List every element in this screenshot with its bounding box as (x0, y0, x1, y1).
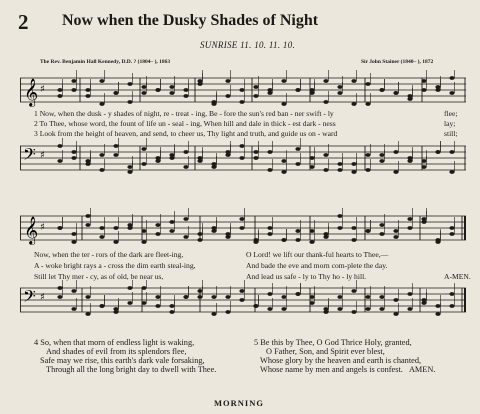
note-head (99, 304, 104, 308)
note-head (211, 226, 216, 230)
note-head (323, 168, 328, 172)
note-head (421, 165, 426, 169)
note-head (57, 144, 62, 148)
note-head (127, 82, 132, 86)
note-head (211, 312, 216, 316)
note-head (141, 85, 146, 89)
hymn-title: Now when the Dusky Shades of Night (62, 12, 319, 29)
note-head (365, 153, 370, 157)
note-head (323, 235, 328, 239)
note-head (393, 229, 398, 233)
note-head (253, 94, 258, 98)
note-head (351, 310, 356, 314)
note-head (281, 307, 286, 311)
note-head (169, 220, 174, 224)
note-head (449, 150, 454, 154)
svg-text:♯: ♯ (40, 292, 45, 303)
note-head (57, 159, 62, 163)
note-head (379, 153, 384, 157)
note-head (253, 304, 258, 308)
note-head (225, 295, 230, 299)
note-head (309, 295, 314, 299)
s2-lyric-line-3: Still let Thy mer - cy, as of old, be near us, And lead us safe - ly to Thy ho - ly hill. A-MEN. (34, 272, 471, 281)
note-head (379, 232, 384, 236)
note-head (183, 94, 188, 98)
note-head (141, 229, 146, 233)
note-head (155, 232, 160, 236)
note-head (407, 226, 412, 230)
note-head (379, 159, 384, 163)
note-head (85, 312, 90, 316)
note-head (57, 226, 62, 230)
note-head (309, 229, 314, 233)
note-head (435, 312, 440, 316)
note-head (57, 94, 62, 98)
note-head (57, 286, 62, 290)
note-head (127, 170, 132, 174)
treble-clef-icon: 𝄞 (24, 78, 39, 106)
note-head (141, 162, 146, 166)
note-head (85, 94, 90, 98)
note-head (435, 240, 440, 244)
note-head (435, 150, 440, 154)
note-head (435, 304, 440, 308)
tune-meter: 11. 10. 11. 10. (240, 40, 296, 50)
note-head (449, 170, 454, 174)
note-head (197, 159, 202, 163)
note-head (225, 235, 230, 239)
note-head (421, 79, 426, 83)
note-head (71, 232, 76, 236)
bass-staff-1 (20, 138, 466, 178)
note-head (281, 79, 286, 83)
note-head (183, 295, 188, 299)
s1-lyric-line-2: 2 To Thee, whose word, the fount of life un - seal - ing, When hill and dale in thick - est dark - ness lay; (34, 119, 456, 128)
s1-lyric-line-3: 3 Look from the height of heaven, and send, to cheer us, Thy light and truth, and guide us on - ward still; (34, 129, 458, 138)
note-head (113, 144, 118, 148)
note-head (127, 165, 132, 169)
note-head (113, 310, 118, 314)
note-head (351, 162, 356, 166)
note-head (295, 292, 300, 296)
note-head (309, 301, 314, 305)
note-head (141, 286, 146, 290)
note-head (169, 229, 174, 233)
note-head (267, 88, 272, 92)
note-head (211, 295, 216, 299)
note-head (337, 307, 342, 311)
note-head (155, 88, 160, 92)
note-head (449, 304, 454, 308)
svg-text:♯: ♯ (40, 222, 45, 233)
note-head (281, 170, 286, 174)
note-head (239, 88, 244, 92)
note-head (183, 165, 188, 169)
note-head (295, 162, 300, 166)
note-head (225, 150, 230, 154)
note-head (337, 85, 342, 89)
note-head (71, 289, 76, 293)
note-head (323, 79, 328, 83)
note-head (127, 286, 132, 290)
note-head (267, 307, 272, 311)
note-head (379, 88, 384, 92)
note-head (113, 240, 118, 244)
note-head (127, 223, 132, 227)
note-head (155, 156, 160, 160)
note-head (323, 153, 328, 157)
note-head (183, 235, 188, 239)
note-head (169, 310, 174, 314)
note-head (211, 102, 216, 106)
note-head (365, 307, 370, 311)
note-head (379, 307, 384, 311)
note-head (421, 159, 426, 163)
note-head (281, 102, 286, 106)
note-head (85, 88, 90, 92)
s2-lyric-line-2: A - woke bright rays a - cross the dim earth steal-ing, And bade the eve and morn com-plete the day. (34, 261, 388, 270)
note-head (239, 298, 244, 302)
note-head (337, 226, 342, 230)
note-head (85, 295, 90, 299)
note-head (337, 214, 342, 218)
note-head (323, 100, 328, 104)
note-head (435, 85, 440, 89)
note-head (197, 295, 202, 299)
note-head (379, 295, 384, 299)
note-head (351, 79, 356, 83)
note-head (337, 162, 342, 166)
note-head (393, 170, 398, 174)
note-head (295, 88, 300, 92)
note-head (337, 168, 342, 172)
note-head (225, 79, 230, 83)
bass-staff-2 (20, 280, 466, 320)
tune-line (200, 40, 295, 50)
note-head (211, 165, 216, 169)
note-head (57, 295, 62, 299)
note-head (57, 88, 62, 92)
note-head (239, 217, 244, 221)
note-head (407, 307, 412, 311)
note-head (239, 156, 244, 160)
note-head (295, 229, 300, 233)
note-head (169, 91, 174, 95)
note-head (113, 226, 118, 230)
note-head (393, 298, 398, 302)
verse-5: 5 Be this by Thee, O God Thrice Holy, granted, O Father, Son, and Spirit ever blest, Whose glory by the heaven and earth is chanted, Whose name by men and angels is confest. AMEN. (254, 338, 436, 374)
note-head (393, 91, 398, 95)
svg-text:♯: ♯ (40, 84, 45, 95)
tune-name: SUNRISE (200, 40, 238, 50)
bass-clef-icon: 𝄢 (23, 144, 36, 168)
note-head (71, 150, 76, 154)
verse-amen: AMEN. (408, 365, 436, 374)
note-head (169, 85, 174, 89)
note-head (323, 307, 328, 311)
note-head (351, 170, 356, 174)
note-head (99, 102, 104, 106)
note-head (239, 144, 244, 148)
note-head (421, 88, 426, 92)
note-head (71, 307, 76, 311)
note-head (421, 220, 426, 224)
note-head (169, 304, 174, 308)
note-head (267, 292, 272, 296)
note-head (407, 217, 412, 221)
s1-lyric-line-1: 1 Now, when the dusk - y shades of night, re - treat - ing, Be - fore the sun's red ban - ner swift - ly flee; (34, 109, 458, 118)
note-head (267, 150, 272, 154)
note-head (253, 150, 258, 154)
note-head (155, 223, 160, 227)
words-credit: The Rev. Benjamin Hall Kennedy, D.D. ? (1804– ), 1863 (40, 59, 171, 65)
note-head (393, 312, 398, 316)
note-head (71, 79, 76, 83)
note-head (169, 156, 174, 160)
note-head (365, 229, 370, 233)
note-head (99, 168, 104, 172)
note-head (337, 91, 342, 95)
note-head (309, 156, 314, 160)
note-head (197, 232, 202, 236)
note-head (309, 240, 314, 244)
note-head (99, 153, 104, 157)
note-head (351, 102, 356, 106)
note-head (267, 168, 272, 172)
note-head (351, 238, 356, 242)
note-head (351, 289, 356, 293)
note-head (239, 226, 244, 230)
note-head (141, 147, 146, 151)
treble-staff-2 (20, 208, 466, 248)
note-head (449, 226, 454, 230)
page-number: 2 (18, 10, 29, 34)
note-head (141, 301, 146, 305)
note-head (141, 91, 146, 95)
note-head (253, 85, 258, 89)
note-head (379, 223, 384, 227)
note-head (365, 295, 370, 299)
note-head (85, 223, 90, 227)
note-head (225, 94, 230, 98)
note-head (267, 232, 272, 236)
treble-clef-icon: 𝄞 (24, 216, 39, 244)
music-credit: Sir John Stainer (1840– ), 1872 (361, 59, 434, 65)
note-head (281, 238, 286, 242)
note-head (71, 88, 76, 92)
note-head (365, 102, 370, 106)
note-head (71, 156, 76, 160)
verse-4: 4 So, when that morn of endless light is waking, And shades of evil from its splendors flee, Safe may we rise, this earth's dark vale forsaking, Through all the long bright day to dwell with Thee. (34, 338, 217, 374)
note-head (197, 289, 202, 293)
note-head (225, 310, 230, 314)
note-head (127, 301, 132, 305)
note-head (239, 100, 244, 104)
note-head (99, 235, 104, 239)
note-head (449, 76, 454, 80)
note-head (309, 165, 314, 169)
note-head (113, 91, 118, 95)
note-head (351, 226, 356, 230)
note-head (239, 289, 244, 293)
note-head (127, 100, 132, 104)
note-head (155, 295, 160, 299)
note-head (365, 168, 370, 172)
note-head (337, 295, 342, 299)
note-head (295, 238, 300, 242)
note-head (99, 79, 104, 83)
svg-text:♯: ♯ (40, 150, 45, 161)
note-head (309, 91, 314, 95)
note-head (295, 147, 300, 151)
note-head (267, 226, 272, 230)
note-head (85, 159, 90, 163)
note-head (365, 82, 370, 86)
s2-lyric-line-1: Now, when the ter - rors of the dark are fleet-ing, O Lord! we lift our thank-ful hearts to Thee,— (34, 250, 389, 259)
note-head (253, 156, 258, 160)
note-head (197, 82, 202, 86)
note-head (421, 301, 426, 305)
note-head (141, 240, 146, 244)
note-head (449, 232, 454, 236)
note-head (197, 238, 202, 242)
note-head (183, 150, 188, 154)
note-head (183, 88, 188, 92)
note-head (85, 214, 90, 218)
note-head (393, 150, 398, 154)
note-head (393, 235, 398, 239)
note-head (449, 91, 454, 95)
note-head (71, 240, 76, 244)
note-head (281, 295, 286, 299)
note-head (99, 226, 104, 230)
note-head (407, 97, 412, 101)
amen-label: A-MEN. (444, 272, 471, 281)
note-head (155, 304, 160, 308)
note-head (183, 217, 188, 221)
note-head (407, 292, 412, 296)
note-head (449, 292, 454, 296)
note-head (281, 159, 286, 163)
treble-staff-1 (20, 70, 466, 110)
section-footer: MORNING (214, 398, 264, 408)
note-head (253, 240, 258, 244)
note-head (407, 159, 412, 163)
note-head (113, 153, 118, 157)
bass-clef-icon: 𝄢 (23, 286, 36, 310)
